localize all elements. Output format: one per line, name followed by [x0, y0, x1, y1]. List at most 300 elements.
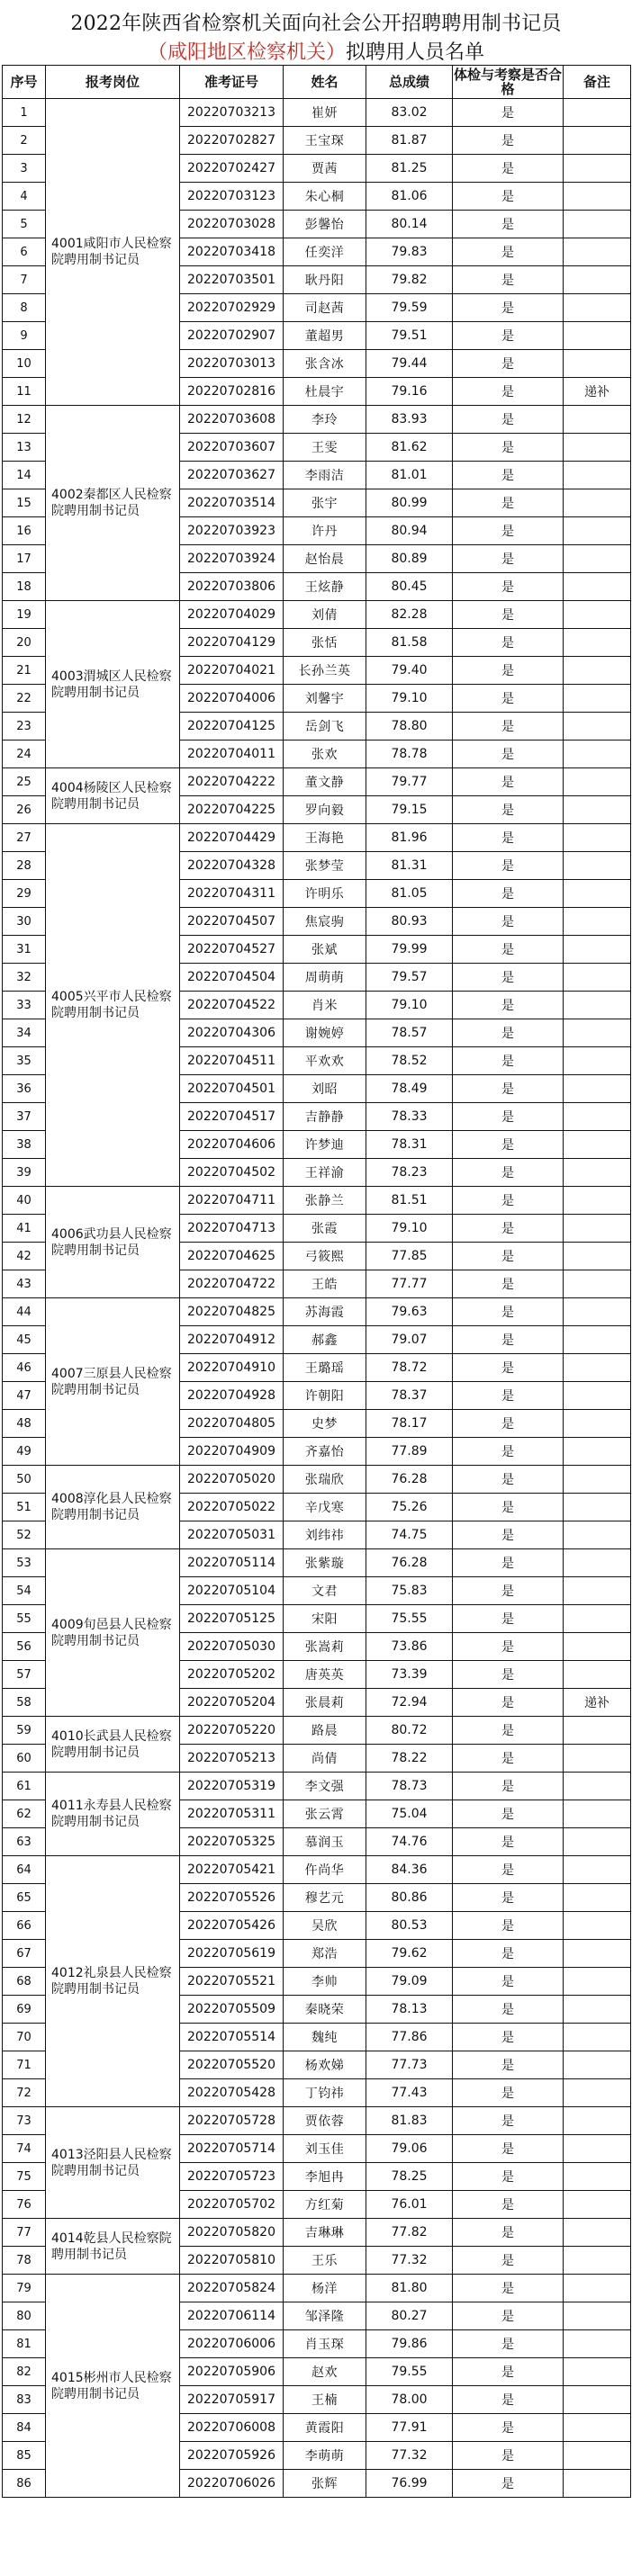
remark: [564, 573, 631, 601]
ticket-number: 20220705428: [180, 2079, 284, 2107]
row-no: 75: [3, 2163, 46, 2191]
candidate-name: 杜晨宇: [284, 378, 366, 406]
candidate-name: 王皓: [284, 1270, 366, 1298]
ticket-number: 20220706006: [180, 2330, 284, 2358]
position-cell: 4004杨陵区人民检察院聘用制书记员: [46, 768, 180, 824]
ticket-number: 20220705824: [180, 2275, 284, 2302]
candidate-name: 张云霄: [284, 1800, 366, 1828]
row-no: 58: [3, 1689, 46, 1717]
title-suffix: 拟聘用人员名单: [346, 41, 485, 64]
row-no: 49: [3, 1438, 46, 1466]
title-line-1: 2022年陕西省检察机关面向社会公开招聘聘用制书记员: [70, 13, 562, 35]
row-no: 40: [3, 1187, 46, 1215]
table-row: [3, 1773, 631, 1800]
qualified-status: 是: [453, 211, 564, 238]
candidate-name: 任奕洋: [284, 238, 366, 266]
qualified-status: 是: [453, 2414, 564, 2442]
row-no: 19: [3, 601, 46, 629]
qualified-status: 是: [453, 183, 564, 211]
candidate-name: 王璐瑶: [284, 1354, 366, 1382]
total-score: 79.82: [366, 266, 453, 294]
total-score: 75.55: [366, 1605, 453, 1633]
row-no: 60: [3, 1745, 46, 1773]
total-score: 81.80: [366, 2275, 453, 2302]
qualified-status: 是: [453, 1912, 564, 1940]
remark: [564, 685, 631, 713]
row-no: 50: [3, 1466, 46, 1494]
ticket-number: 20220704328: [180, 852, 284, 880]
row-no: 37: [3, 1103, 46, 1131]
candidate-name: 黄霞阳: [284, 2414, 366, 2442]
ticket-number: 20220702816: [180, 378, 284, 406]
candidate-name: 郑浩: [284, 1940, 366, 1968]
qualified-status: 是: [453, 1131, 564, 1159]
qualified-status: 是: [453, 1940, 564, 1968]
row-no: 25: [3, 768, 46, 796]
remark: [564, 1800, 631, 1828]
row-no: 23: [3, 713, 46, 740]
row-no: 72: [3, 2079, 46, 2107]
remark: [564, 127, 631, 155]
total-score: 78.73: [366, 1773, 453, 1800]
ticket-number: 20220705702: [180, 2191, 284, 2219]
candidate-name: 王楠: [284, 2386, 366, 2414]
total-score: 78.49: [366, 1075, 453, 1103]
ticket-number: 20220704021: [180, 657, 284, 685]
row-no: 71: [3, 2051, 46, 2079]
remark: [564, 740, 631, 768]
qualified-status: 是: [453, 1661, 564, 1689]
total-score: 81.51: [366, 1187, 453, 1215]
ticket-number: 20220704825: [180, 1298, 284, 1326]
qualified-status: 是: [453, 1856, 564, 1884]
total-score: 79.15: [366, 796, 453, 824]
ticket-number: 20220705723: [180, 2163, 284, 2191]
remark: [564, 908, 631, 936]
candidate-name: 李文强: [284, 1773, 366, 1800]
ticket-number: 20220703608: [180, 406, 284, 434]
candidate-name: 张辉: [284, 2470, 366, 2498]
row-no: 22: [3, 685, 46, 713]
ticket-number: 20220705521: [180, 1968, 284, 1996]
remark: [564, 462, 631, 489]
row-no: 2: [3, 127, 46, 155]
total-score: 79.09: [366, 1968, 453, 1996]
total-score: 78.72: [366, 1354, 453, 1382]
total-score: 79.83: [366, 238, 453, 266]
table-row: [3, 2275, 631, 2302]
qualified-status: 是: [453, 713, 564, 740]
remark: [564, 266, 631, 294]
remark: [564, 2079, 631, 2107]
ticket-number: 20220706114: [180, 2302, 284, 2330]
remark: [564, 238, 631, 266]
ticket-number: 20220705820: [180, 2219, 284, 2247]
table-row: [3, 1549, 631, 1577]
row-no: 28: [3, 852, 46, 880]
qualified-status: 是: [453, 155, 564, 183]
qualified-status: 是: [453, 992, 564, 1019]
ticket-number: 20220704625: [180, 1243, 284, 1270]
candidate-name: 刘玉佳: [284, 2135, 366, 2163]
table-row: [3, 2107, 631, 2135]
qualified-status: 是: [453, 545, 564, 573]
remark: [564, 1828, 631, 1856]
ticket-number: 20220704311: [180, 880, 284, 908]
remark: [564, 1745, 631, 1773]
remark: [564, 1270, 631, 1298]
qualified-status: 是: [453, 1605, 564, 1633]
remark: [564, 1159, 631, 1187]
candidate-name: 王宝琛: [284, 127, 366, 155]
row-no: 62: [3, 1800, 46, 1828]
total-score: 80.86: [366, 1884, 453, 1912]
qualified-status: 是: [453, 629, 564, 657]
remark: [564, 964, 631, 992]
remark: [564, 1717, 631, 1745]
ticket-number: 20220706026: [180, 2470, 284, 2498]
total-score: 81.87: [366, 127, 453, 155]
row-no: 33: [3, 992, 46, 1019]
candidate-name: 仵尚华: [284, 1856, 366, 1884]
candidate-name: 路晨: [284, 1717, 366, 1745]
qualified-status: 是: [453, 406, 564, 434]
ticket-number: 20220704011: [180, 740, 284, 768]
qualified-status: 是: [453, 1494, 564, 1521]
ticket-number: 20220704029: [180, 601, 284, 629]
total-score: 77.77: [366, 1270, 453, 1298]
row-no: 55: [3, 1605, 46, 1633]
ticket-number: 20220704429: [180, 824, 284, 852]
qualified-status: 是: [453, 1828, 564, 1856]
remark: [564, 2275, 631, 2302]
remark: [564, 1438, 631, 1466]
row-no: 24: [3, 740, 46, 768]
row-no: 39: [3, 1159, 46, 1187]
table-row: [3, 1187, 631, 1215]
ticket-number: 20220704527: [180, 936, 284, 964]
row-no: 36: [3, 1075, 46, 1103]
remark: [564, 936, 631, 964]
row-no: 6: [3, 238, 46, 266]
total-score: 78.80: [366, 713, 453, 740]
row-no: 17: [3, 545, 46, 573]
total-score: 84.36: [366, 1856, 453, 1884]
row-no: 63: [3, 1828, 46, 1856]
row-no: 41: [3, 1215, 46, 1243]
row-no: 9: [3, 322, 46, 350]
total-score: 79.57: [366, 964, 453, 992]
total-score: 76.28: [366, 1466, 453, 1494]
position-cell: 4002秦都区人民检察院聘用制书记员: [46, 406, 180, 601]
ticket-number: 20220704222: [180, 768, 284, 796]
candidate-name: 方红菊: [284, 2191, 366, 2219]
remark: [564, 1521, 631, 1549]
total-score: 78.25: [366, 2163, 453, 2191]
total-score: 79.51: [366, 322, 453, 350]
ticket-number: 20220706008: [180, 2414, 284, 2442]
remark: [564, 2191, 631, 2219]
row-no: 83: [3, 2386, 46, 2414]
row-no: 77: [3, 2219, 46, 2247]
total-score: 78.78: [366, 740, 453, 768]
ticket-number: 20220705104: [180, 1577, 284, 1605]
remark: [564, 1633, 631, 1661]
total-score: 76.99: [366, 2470, 453, 2498]
total-score: 83.02: [366, 99, 453, 127]
qualified-status: 是: [453, 1996, 564, 2024]
title-region: （咸阳地区检察机关）: [147, 41, 346, 64]
remark: [564, 629, 631, 657]
table-row: [3, 1466, 631, 1494]
row-no: 46: [3, 1354, 46, 1382]
table-row: [3, 406, 631, 434]
row-no: 70: [3, 2024, 46, 2051]
qualified-status: 是: [453, 378, 564, 406]
remark: [564, 2358, 631, 2386]
total-score: 81.25: [366, 155, 453, 183]
remark: [564, 1354, 631, 1382]
candidate-name: 许梦迪: [284, 1131, 366, 1159]
ticket-number: 20220704006: [180, 685, 284, 713]
row-no: 38: [3, 1131, 46, 1159]
candidate-name: 贾依蓉: [284, 2107, 366, 2135]
qualified-status: 是: [453, 880, 564, 908]
total-score: 79.62: [366, 1940, 453, 1968]
header-score: 总成绩: [366, 66, 453, 99]
remark: [564, 1298, 631, 1326]
row-no: 57: [3, 1661, 46, 1689]
remark: [564, 1605, 631, 1633]
ticket-number: 20220705810: [180, 2247, 284, 2275]
candidate-name: 肖玉琛: [284, 2330, 366, 2358]
row-no: 84: [3, 2414, 46, 2442]
ticket-number: 20220702907: [180, 322, 284, 350]
ticket-number: 20220704306: [180, 1019, 284, 1047]
ticket-number: 20220705714: [180, 2135, 284, 2163]
row-no: 86: [3, 2470, 46, 2498]
qualified-status: 是: [453, 685, 564, 713]
remark: [564, 1382, 631, 1410]
total-score: 79.99: [366, 936, 453, 964]
ticket-number: 20220703013: [180, 350, 284, 378]
row-no: 13: [3, 434, 46, 462]
total-score: 79.16: [366, 378, 453, 406]
remark: [564, 2470, 631, 2498]
ticket-number: 20220705526: [180, 1884, 284, 1912]
candidate-name: 谢婉婷: [284, 1019, 366, 1047]
candidate-name: 董超男: [284, 322, 366, 350]
remark: [564, 517, 631, 545]
row-no: 65: [3, 1884, 46, 1912]
position-cell: 4005兴平市人民检察院聘用制书记员: [46, 824, 180, 1187]
candidate-name: 辛戊寒: [284, 1494, 366, 1521]
qualified-status: 是: [453, 2079, 564, 2107]
candidate-name: 刘馨宇: [284, 685, 366, 713]
candidate-name: 岳剑飞: [284, 713, 366, 740]
ticket-number: 20220705125: [180, 1605, 284, 1633]
total-score: 80.72: [366, 1717, 453, 1745]
remark: [564, 852, 631, 880]
total-score: 80.14: [366, 211, 453, 238]
total-score: 77.89: [366, 1438, 453, 1466]
candidate-name: 王乐: [284, 2247, 366, 2275]
candidate-name: 贾茜: [284, 155, 366, 183]
qualified-status: 是: [453, 2107, 564, 2135]
table-row: [3, 1856, 631, 1884]
qualified-status: 是: [453, 127, 564, 155]
table-row: [3, 601, 631, 629]
ticket-number: 20220703501: [180, 266, 284, 294]
total-score: 80.53: [366, 1912, 453, 1940]
qualified-status: 是: [453, 2358, 564, 2386]
remark: [564, 1856, 631, 1884]
qualified-status: 是: [453, 768, 564, 796]
header-ticket: 准考证号: [180, 66, 284, 99]
total-score: 83.93: [366, 406, 453, 434]
ticket-number: 20220705020: [180, 1466, 284, 1494]
candidate-name: 慕润玉: [284, 1828, 366, 1856]
qualified-status: 是: [453, 517, 564, 545]
qualified-status: 是: [453, 1075, 564, 1103]
row-no: 61: [3, 1773, 46, 1800]
qualified-status: 是: [453, 1884, 564, 1912]
row-no: 54: [3, 1577, 46, 1605]
remark: [564, 1075, 631, 1103]
ticket-number: 20220703923: [180, 517, 284, 545]
row-no: 52: [3, 1521, 46, 1549]
candidate-name: 苏海霞: [284, 1298, 366, 1326]
candidate-name: 弓筱熙: [284, 1243, 366, 1270]
position-cell: 4013泾阳县人民检察院聘用制书记员: [46, 2107, 180, 2219]
candidate-name: 罗向毅: [284, 796, 366, 824]
ticket-number: 20220704713: [180, 1215, 284, 1243]
total-score: 79.63: [366, 1298, 453, 1326]
ticket-number: 20220703213: [180, 99, 284, 127]
candidate-name: 王炫静: [284, 573, 366, 601]
ticket-number: 20220705728: [180, 2107, 284, 2135]
remark: [564, 657, 631, 685]
ticket-number: 20220705509: [180, 1996, 284, 2024]
candidate-name: 长孙兰英: [284, 657, 366, 685]
qualified-status: 是: [453, 1270, 564, 1298]
qualified-status: 是: [453, 266, 564, 294]
remark: [564, 880, 631, 908]
table-row: [3, 1298, 631, 1326]
qualified-status: 是: [453, 1745, 564, 1773]
qualified-status: 是: [453, 657, 564, 685]
remark: [564, 489, 631, 517]
qualified-status: 是: [453, 1633, 564, 1661]
remark: [564, 1577, 631, 1605]
ticket-number: 20220705325: [180, 1828, 284, 1856]
candidate-name: 唐英英: [284, 1661, 366, 1689]
ticket-number: 20220704125: [180, 713, 284, 740]
remark: [564, 350, 631, 378]
candidate-name: 张静兰: [284, 1187, 366, 1215]
qualified-status: 是: [453, 2386, 564, 2414]
row-no: 14: [3, 462, 46, 489]
ticket-number: 20220704504: [180, 964, 284, 992]
total-score: 77.32: [366, 2247, 453, 2275]
ticket-number: 20220703028: [180, 211, 284, 238]
total-score: 81.83: [366, 2107, 453, 2135]
ticket-number: 20220705031: [180, 1521, 284, 1549]
candidate-name: 文君: [284, 1577, 366, 1605]
total-score: 78.33: [366, 1103, 453, 1131]
candidate-name: 焦宸驹: [284, 908, 366, 936]
candidate-name: 张晨莉: [284, 1689, 366, 1717]
remark: [564, 1131, 631, 1159]
candidate-name: 邹泽隆: [284, 2302, 366, 2330]
ticket-number: 20220704225: [180, 796, 284, 824]
position-cell: 4009旬邑县人民检察院聘用制书记员: [46, 1549, 180, 1717]
candidate-name: 宋阳: [284, 1605, 366, 1633]
candidates-table: [2, 65, 631, 2498]
ticket-number: 20220704928: [180, 1382, 284, 1410]
remark: [564, 601, 631, 629]
ticket-number: 20220704511: [180, 1047, 284, 1075]
qualified-status: 是: [453, 908, 564, 936]
qualified-status: 是: [453, 1438, 564, 1466]
total-score: 77.86: [366, 2024, 453, 2051]
qualified-status: 是: [453, 1968, 564, 1996]
total-score: 78.22: [366, 1745, 453, 1773]
remark: [564, 2024, 631, 2051]
position-cell: 4003渭城区人民检察院聘用制书记员: [46, 601, 180, 768]
total-score: 81.62: [366, 434, 453, 462]
header-no: 序号: [3, 66, 46, 99]
remark: [564, 2442, 631, 2470]
row-no: 48: [3, 1410, 46, 1438]
position-cell: 4012礼泉县人民检察院聘用制书记员: [46, 1856, 180, 2107]
title-line-2: [0, 40, 632, 67]
ticket-number: 20220704909: [180, 1438, 284, 1466]
qualified-status: 是: [453, 99, 564, 127]
candidate-name: 丁钧祎: [284, 2079, 366, 2107]
ticket-number: 20220703924: [180, 545, 284, 573]
row-no: 59: [3, 1717, 46, 1745]
total-score: 77.82: [366, 2219, 453, 2247]
total-score: 80.27: [366, 2302, 453, 2330]
total-score: 72.94: [366, 1689, 453, 1717]
candidate-name: 司赵茜: [284, 294, 366, 322]
candidate-name: 李玲: [284, 406, 366, 434]
ticket-number: 20220704606: [180, 1131, 284, 1159]
total-score: 79.06: [366, 2135, 453, 2163]
position-cell: 4015彬州市人民检察院聘用制书记员: [46, 2275, 180, 2498]
ticket-number: 20220702427: [180, 155, 284, 183]
qualified-status: 是: [453, 740, 564, 768]
remark: [564, 1466, 631, 1494]
remark: [564, 99, 631, 127]
qualified-status: 是: [453, 2219, 564, 2247]
row-no: 21: [3, 657, 46, 685]
remark: [564, 406, 631, 434]
candidate-name: 朱心桐: [284, 183, 366, 211]
total-score: 77.32: [366, 2442, 453, 2470]
qualified-status: 是: [453, 1577, 564, 1605]
ticket-number: 20220703806: [180, 573, 284, 601]
qualified-status: 是: [453, 294, 564, 322]
row-no: 43: [3, 1270, 46, 1298]
ticket-number: 20220703607: [180, 434, 284, 462]
ticket-number: 20220705926: [180, 2442, 284, 2470]
candidate-name: 张斌: [284, 936, 366, 964]
ticket-number: 20220704722: [180, 1270, 284, 1298]
remark: [564, 1326, 631, 1354]
total-score: 80.45: [366, 573, 453, 601]
